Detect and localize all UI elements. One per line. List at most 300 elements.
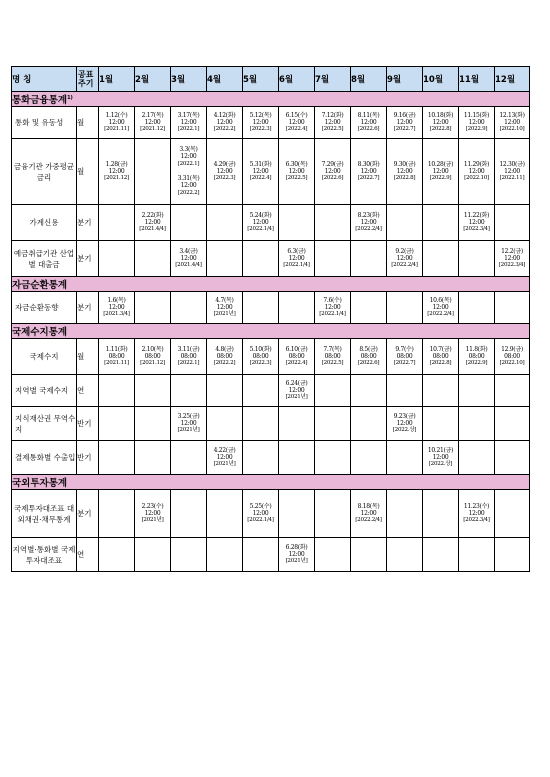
header-month: 2월 xyxy=(135,67,171,92)
release-cell xyxy=(495,292,530,324)
release-cycle: 연 xyxy=(77,538,99,572)
release-cell xyxy=(171,441,207,475)
release-cell xyxy=(495,407,530,441)
release-cell xyxy=(495,538,530,572)
release-cell xyxy=(459,107,495,139)
release-cell xyxy=(387,205,423,241)
release-cycle: 월 xyxy=(77,339,99,375)
release-line: [2022.1] xyxy=(177,160,200,167)
release-cell xyxy=(351,139,387,205)
release-cell xyxy=(351,241,387,277)
release-cell xyxy=(315,339,351,375)
release-cell xyxy=(207,490,243,538)
release-line: 12:00 xyxy=(432,167,449,175)
section-header-row xyxy=(12,475,530,490)
release-line: 8.23(화) xyxy=(357,211,380,219)
release-line: 08:00 xyxy=(216,352,233,360)
header-month: 7월 xyxy=(315,67,351,92)
release-line: 12:00 xyxy=(504,167,520,175)
release-line: 08:00 xyxy=(144,352,161,360)
release-cell xyxy=(279,339,315,375)
release-line: 12:00 xyxy=(360,509,377,517)
section-header-row xyxy=(12,92,530,107)
release-cell xyxy=(135,538,171,572)
release-line: 6.10(금) xyxy=(285,345,308,353)
release-cell xyxy=(207,375,243,407)
release-line: [2022.3/4] xyxy=(498,262,526,269)
release-line: 12:00 xyxy=(108,167,125,175)
statistic-name: 통화 및 유동성 xyxy=(12,107,77,139)
release-line: [2022.1/4] xyxy=(247,517,274,524)
release-line: 12.9(금) xyxy=(501,345,523,353)
release-cell xyxy=(495,490,530,538)
release-cell xyxy=(387,407,423,441)
release-cell xyxy=(423,490,459,538)
release-cell xyxy=(207,139,243,205)
section-title xyxy=(12,324,530,339)
release-line: 08:00 xyxy=(288,352,305,360)
release-cell xyxy=(459,292,495,324)
release-line: [2022.8] xyxy=(393,175,416,182)
table-row xyxy=(12,490,530,538)
release-line: 8.11(목) xyxy=(357,111,380,119)
release-cell xyxy=(135,107,171,139)
release-cell xyxy=(243,107,279,139)
release-cell xyxy=(99,375,135,407)
header-month: 5월 xyxy=(243,67,279,92)
release-cell xyxy=(99,107,135,139)
table-row xyxy=(12,292,530,324)
release-cell xyxy=(459,139,495,205)
release-line: 12:00 xyxy=(288,118,305,126)
release-line: 12:00 xyxy=(288,550,305,558)
release-cell xyxy=(351,407,387,441)
release-line: 12:00 xyxy=(396,118,413,126)
release-cycle: 분기 xyxy=(77,490,99,538)
release-line: 12:00 xyxy=(432,118,449,126)
release-line: 12.30(금) xyxy=(499,160,525,168)
release-line: 12:00 xyxy=(216,118,233,126)
header-row xyxy=(12,67,530,92)
release-cell xyxy=(207,538,243,572)
release-line: 11.23(수) xyxy=(463,502,490,510)
release-line: [2022.상] xyxy=(428,461,453,468)
release-line: [2022.9] xyxy=(465,126,488,133)
release-line: 12:00 xyxy=(324,303,341,311)
release-line: 4.22(금) xyxy=(213,446,236,454)
release-line: [2022.5] xyxy=(285,175,308,182)
statistic-name: 국제수지 xyxy=(12,339,77,375)
release-line: [2022.2] xyxy=(213,126,236,133)
release-line: 12:00 xyxy=(144,218,161,226)
release-line: 2.17(목) xyxy=(141,111,164,119)
release-line: 11.15(화) xyxy=(463,111,490,119)
release-cell xyxy=(207,241,243,277)
section-title xyxy=(12,92,530,107)
release-cell xyxy=(351,441,387,475)
release-line: 3.31(목) xyxy=(177,175,200,183)
release-line: 12:00 xyxy=(180,254,197,262)
release-line: 12.13(화) xyxy=(499,111,525,119)
release-line: 12:00 xyxy=(252,509,269,517)
release-line: 08:00 xyxy=(180,352,197,360)
release-line: 12:00 xyxy=(288,254,305,262)
release-line: 3.3(목) xyxy=(179,146,198,154)
release-line: [2022.6] xyxy=(357,126,380,133)
release-line: 12:00 xyxy=(396,419,413,427)
release-line: [2022.1/4] xyxy=(319,311,346,318)
release-cell xyxy=(99,441,135,475)
table-row xyxy=(12,407,530,441)
statistic-name: 금융기관 가중평균금리 xyxy=(12,139,77,205)
release-line: 11.29(화) xyxy=(463,160,490,168)
release-cycle: 분기 xyxy=(77,241,99,277)
release-line: 5.24(화) xyxy=(249,211,272,219)
release-line: 10.21(금) xyxy=(427,446,454,454)
release-cell xyxy=(99,205,135,241)
release-line: 9.7(수) xyxy=(395,345,414,353)
release-line: 8.5(금) xyxy=(359,345,378,353)
release-line: 12:00 xyxy=(396,254,413,262)
release-line: 9.2(금) xyxy=(395,247,414,255)
release-cell xyxy=(279,241,315,277)
release-line: [2022.10] xyxy=(499,360,525,367)
release-line: 12:00 xyxy=(468,118,485,126)
release-cell xyxy=(315,441,351,475)
release-line: [2022.10] xyxy=(464,175,489,182)
release-line: 2.22(화) xyxy=(141,211,164,219)
release-cell xyxy=(495,139,530,205)
release-line: 12:00 xyxy=(144,509,161,517)
release-cell xyxy=(243,339,279,375)
release-line: 12:00 xyxy=(216,167,233,175)
release-cell xyxy=(135,490,171,538)
statistic-name: 가계신용 xyxy=(12,205,77,241)
release-line: [2022.8] xyxy=(429,360,452,367)
release-line: [2022.10] xyxy=(499,126,525,133)
statistic-name: 결제통화별 수출입 xyxy=(12,441,77,475)
release-line: 1.12(수) xyxy=(105,111,128,119)
release-line: [2022.3] xyxy=(213,175,236,182)
release-line: 12:00 xyxy=(252,118,269,126)
section-title-text: 자금순환통계 xyxy=(12,280,68,291)
release-cell xyxy=(171,407,207,441)
release-cell xyxy=(387,292,423,324)
release-line: [2022.6] xyxy=(321,175,344,182)
release-cell xyxy=(387,490,423,538)
release-cell xyxy=(315,241,351,277)
release-line: [2022.1] xyxy=(177,360,200,367)
release-cell xyxy=(315,407,351,441)
spacer xyxy=(171,168,206,175)
release-cell xyxy=(171,241,207,277)
header-cycle: 공표 주기 xyxy=(77,67,99,92)
release-cell xyxy=(243,407,279,441)
release-cell xyxy=(351,292,387,324)
release-cell xyxy=(315,490,351,538)
header-month: 10월 xyxy=(423,67,459,92)
section-title xyxy=(12,475,530,490)
release-cell xyxy=(279,107,315,139)
release-cell xyxy=(423,205,459,241)
release-cell xyxy=(243,205,279,241)
release-line: 4.8(금) xyxy=(215,345,234,353)
header-name: 명 칭 xyxy=(12,67,77,92)
release-cell xyxy=(423,139,459,205)
release-line: 4.12(화) xyxy=(213,111,236,119)
release-line: 12:00 xyxy=(468,167,485,175)
release-line: [2022.2/4] xyxy=(427,311,454,318)
release-line: [2022.1] xyxy=(177,126,200,133)
release-cell xyxy=(207,205,243,241)
release-line: [2022.6] xyxy=(357,360,380,367)
section-header-row xyxy=(12,324,530,339)
section-title-text: 국외투자통계 xyxy=(12,478,68,489)
release-line: [2022.2/4] xyxy=(391,262,418,269)
release-line: [2022.7] xyxy=(357,175,380,182)
release-line: [2021.11] xyxy=(104,126,129,133)
release-line: [2022.3/4] xyxy=(463,226,490,233)
release-line: 7.29(금) xyxy=(321,160,344,168)
release-cell xyxy=(387,375,423,407)
header-month: 12월 xyxy=(495,67,530,92)
release-line: [2022.9] xyxy=(429,175,452,182)
release-cell xyxy=(423,407,459,441)
release-cell xyxy=(351,205,387,241)
statistic-name: 자금순환동향 xyxy=(12,292,77,324)
release-cell xyxy=(171,375,207,407)
release-cell xyxy=(135,339,171,375)
release-cell xyxy=(243,490,279,538)
release-cell xyxy=(171,107,207,139)
release-line: [2022.8] xyxy=(429,126,452,133)
header-month: 1월 xyxy=(99,67,135,92)
release-cell xyxy=(459,490,495,538)
release-line: 6.30(목) xyxy=(285,160,308,168)
release-line: [2021.12] xyxy=(104,175,129,182)
release-line: 12:00 xyxy=(324,167,341,175)
release-cell xyxy=(495,339,530,375)
release-line: [2021.12] xyxy=(140,126,165,133)
release-line: 12:00 xyxy=(504,254,520,262)
release-cycle: 분기 xyxy=(77,205,99,241)
release-cell xyxy=(459,375,495,407)
release-line: [2022.1/4] xyxy=(247,226,274,233)
table-row xyxy=(12,139,530,205)
release-line: 12:00 xyxy=(144,118,161,126)
release-cell xyxy=(99,339,135,375)
release-cell xyxy=(171,205,207,241)
release-line: [2021년] xyxy=(213,311,236,318)
release-cell xyxy=(459,241,495,277)
table-row xyxy=(12,339,530,375)
release-cycle: 반기 xyxy=(77,407,99,441)
release-line: 12:00 xyxy=(108,303,125,311)
header-month: 8월 xyxy=(351,67,387,92)
release-line: 4.29(금) xyxy=(213,160,236,168)
release-cell xyxy=(351,339,387,375)
section-header-row xyxy=(12,277,530,292)
release-line: [2022.5] xyxy=(321,126,344,133)
release-cell xyxy=(171,139,207,205)
release-cycle: 분기 xyxy=(77,292,99,324)
release-line: 7.12(화) xyxy=(321,111,344,119)
release-cell xyxy=(495,375,530,407)
release-line: [2022.2] xyxy=(177,189,200,196)
release-cell xyxy=(495,441,530,475)
release-cell xyxy=(279,441,315,475)
release-cell xyxy=(135,441,171,475)
release-cell xyxy=(423,441,459,475)
header-month: 3월 xyxy=(171,67,207,92)
release-cell xyxy=(135,375,171,407)
header-month: 6월 xyxy=(279,67,315,92)
release-line: 08:00 xyxy=(504,352,520,360)
release-cell xyxy=(495,241,530,277)
section-title-text: 통화금융통계 xyxy=(12,95,68,106)
release-line: 8.30(화) xyxy=(357,160,380,168)
release-cell xyxy=(423,107,459,139)
release-line: 12:00 xyxy=(360,118,377,126)
release-line: 5.25(수) xyxy=(249,502,272,510)
release-line: [2022.9] xyxy=(465,360,488,367)
release-line: 08:00 xyxy=(468,352,485,360)
release-cell xyxy=(99,139,135,205)
release-line: 10.7(금) xyxy=(429,345,452,353)
release-line: 10.28(금) xyxy=(427,160,454,168)
release-cell xyxy=(99,538,135,572)
release-cell xyxy=(387,339,423,375)
release-cell xyxy=(315,107,351,139)
release-cell xyxy=(243,375,279,407)
release-cell xyxy=(387,107,423,139)
release-line: [2021.3/4] xyxy=(103,311,130,318)
release-line: [2022.상] xyxy=(392,427,417,434)
release-cell xyxy=(351,490,387,538)
statistic-name: 지식재산권 무역수지 xyxy=(12,407,77,441)
release-line: [2022.7] xyxy=(393,360,416,367)
release-line: [2021.4/4] xyxy=(175,262,202,269)
table-row xyxy=(12,441,530,475)
release-cell xyxy=(243,441,279,475)
release-line: [2021.12] xyxy=(140,360,165,367)
release-cell xyxy=(387,538,423,572)
release-cell xyxy=(279,139,315,205)
release-line: 9.23(금) xyxy=(393,412,416,420)
release-line: 12:00 xyxy=(360,167,377,175)
release-cell xyxy=(207,441,243,475)
release-line: 3.25(금) xyxy=(177,412,200,420)
release-line: 3.4(금) xyxy=(179,247,198,255)
release-cell xyxy=(279,205,315,241)
table-row xyxy=(12,107,530,139)
release-line: [2022.5] xyxy=(321,360,344,367)
release-line: [2022.2] xyxy=(213,360,236,367)
release-cell xyxy=(459,339,495,375)
release-cell xyxy=(135,205,171,241)
release-cell xyxy=(423,538,459,572)
release-line: 10.6(목) xyxy=(429,296,452,304)
release-line: 12:00 xyxy=(468,509,485,517)
release-line: [2022.3/4] xyxy=(463,517,490,524)
release-line: 08:00 xyxy=(432,352,449,360)
release-line: [2022.11] xyxy=(499,175,525,182)
release-cell xyxy=(243,538,279,572)
release-cell xyxy=(99,241,135,277)
release-line: 08:00 xyxy=(396,352,413,360)
release-line: 1.11(화) xyxy=(105,345,128,353)
release-cell xyxy=(387,441,423,475)
release-cell xyxy=(207,407,243,441)
statistic-name: 지역별 국제수지 xyxy=(12,375,77,407)
release-cell xyxy=(315,205,351,241)
release-schedule-table xyxy=(11,66,530,572)
release-line: 12:00 xyxy=(180,419,197,427)
release-line: [2022.2/4] xyxy=(355,517,382,524)
section-title xyxy=(12,277,530,292)
release-cell xyxy=(207,107,243,139)
release-cell xyxy=(99,407,135,441)
table-row xyxy=(12,241,530,277)
release-line: 12:00 xyxy=(180,153,197,161)
release-line: 12:00 xyxy=(432,453,449,461)
release-cell xyxy=(279,375,315,407)
release-cell xyxy=(207,339,243,375)
release-cell xyxy=(171,339,207,375)
release-cell xyxy=(279,292,315,324)
release-line: [2022.7] xyxy=(393,126,416,133)
release-line: 2.23(수) xyxy=(141,502,164,510)
release-cell xyxy=(423,339,459,375)
release-cell xyxy=(387,139,423,205)
release-line: 11.22(화) xyxy=(463,211,490,219)
table-row xyxy=(12,205,530,241)
release-line: 6.24(금) xyxy=(285,379,308,387)
release-line: [2021년] xyxy=(285,394,308,401)
release-line: 12:00 xyxy=(288,386,305,394)
release-line: 12:00 xyxy=(432,303,449,311)
release-line: 12:00 xyxy=(288,167,305,175)
release-cell xyxy=(459,407,495,441)
release-cell xyxy=(135,407,171,441)
release-cell xyxy=(243,139,279,205)
release-cell xyxy=(207,292,243,324)
release-line: 5.31(화) xyxy=(249,160,272,168)
release-cell xyxy=(171,490,207,538)
release-line: [2021년] xyxy=(177,427,200,434)
release-line: 10.18(화) xyxy=(427,111,454,119)
release-line: 12:00 xyxy=(252,218,269,226)
release-line: [2022.3] xyxy=(249,360,272,367)
release-cell xyxy=(135,241,171,277)
release-line: 08:00 xyxy=(252,352,269,360)
release-cycle: 연 xyxy=(77,375,99,407)
release-cell xyxy=(495,205,530,241)
section-title-text: 국제수지통계 xyxy=(12,327,68,338)
release-cell xyxy=(171,538,207,572)
release-line: 12:00 xyxy=(396,167,413,175)
release-line: [2021.4/4] xyxy=(139,226,166,233)
header-month: 9월 xyxy=(387,67,423,92)
release-line: 5.10(화) xyxy=(249,345,272,353)
statistic-name: 지역별·통화별 국제투자대조표 xyxy=(12,538,77,572)
release-line: 12:00 xyxy=(252,167,269,175)
release-line: 5.12(목) xyxy=(249,111,272,119)
release-line: [2022.4] xyxy=(249,175,272,182)
release-line: 12:00 xyxy=(216,453,233,461)
release-line: 08:00 xyxy=(360,352,377,360)
release-cell xyxy=(279,407,315,441)
